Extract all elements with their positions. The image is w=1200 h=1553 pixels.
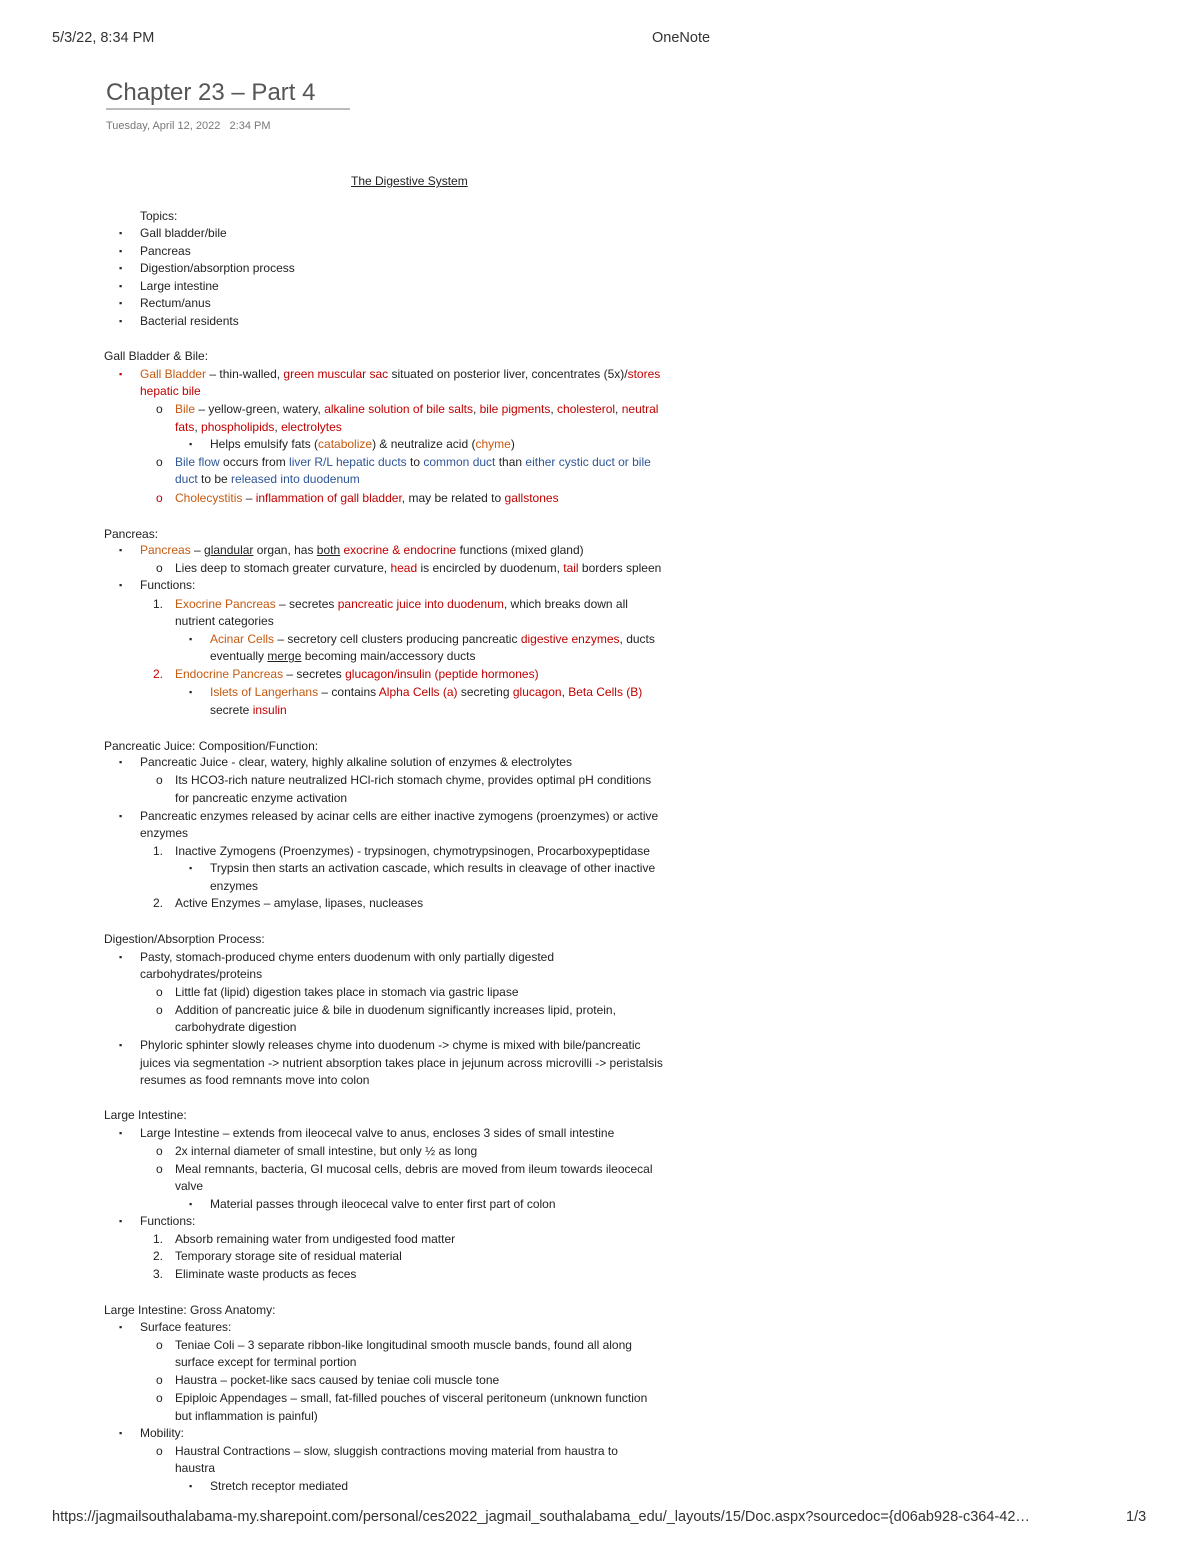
text-run: ,: [561, 685, 569, 699]
note-line: [175, 1002, 616, 1018]
bullet-circle-icon: o: [156, 561, 163, 575]
bullet-circle-icon: o: [156, 1373, 163, 1387]
text-run: Gall bladder/bile: [140, 226, 227, 240]
note-line: [140, 366, 660, 382]
print-page-number: 1/3: [1126, 1509, 1147, 1525]
list-number: 2.: [153, 667, 164, 681]
bullet-square-icon: ▪: [119, 281, 123, 291]
note-line: [140, 966, 262, 982]
page-date-time: [106, 120, 271, 132]
bullet-circle-icon: o: [156, 1144, 163, 1158]
text-run: ,: [472, 402, 480, 416]
note-line: [210, 860, 655, 876]
print-app-name: OneNote: [652, 30, 711, 46]
note-line: [140, 260, 295, 276]
text-run: Surface features:: [140, 1320, 232, 1334]
note-line: [175, 1266, 356, 1282]
bullet-square-icon: ▪: [119, 228, 123, 238]
text-run: to be: [197, 472, 232, 486]
bullet-square-icon: ▪: [119, 1428, 123, 1438]
text-run: common duct: [423, 455, 496, 469]
text-run: Rectum/anus: [140, 296, 211, 310]
note-line: [175, 984, 519, 1000]
text-run: – contains: [318, 685, 379, 699]
text-run: Meal remnants, bacteria, GI mucosal cells, debris are moved from ileum towards ileocecal: [175, 1162, 653, 1176]
text-run: Islets of Langerhans: [210, 685, 319, 699]
text-run: digestive enzymes: [520, 632, 620, 646]
text-run: Pancreatic Juice - clear, watery, highly alkaline solution of enzymes & electrolytes: [140, 755, 572, 769]
text-run: , may be related to: [401, 491, 505, 505]
note-line: [210, 1196, 556, 1212]
text-run: Helps emulsify fats (: [210, 437, 319, 451]
list-number: 1.: [153, 597, 164, 611]
bullet-square-icon: ▪: [119, 246, 123, 256]
text-run: Endocrine Pancreas: [175, 667, 284, 681]
note-line: [175, 1248, 402, 1264]
note-line: [140, 577, 195, 593]
text-run: Beta Cells (B): [568, 685, 643, 699]
text-run: is encircled by duodenum,: [417, 561, 564, 575]
bullet-circle-icon: o: [156, 985, 163, 999]
text-run: stores: [627, 367, 661, 381]
text-run: Absorb remaining water from undigested food matter: [175, 1232, 456, 1246]
text-run: Pancreatic enzymes released by acinar cells are either inactive zymogens (proenzymes) or active: [140, 809, 659, 823]
note-line: [175, 1443, 618, 1459]
note-line: [210, 878, 258, 894]
text-run: Epiploic Appendages – small, fat-filled pouches of visceral peritoneum (unknown function: [175, 1391, 648, 1405]
text-run: Digestion/absorption process: [140, 261, 295, 275]
bullet-square-icon: ▪: [119, 298, 123, 308]
note-line: [140, 1425, 184, 1441]
text-run: ): [510, 437, 515, 451]
note-line: [140, 949, 554, 965]
text-run: Large Intestine:: [104, 1108, 187, 1122]
text-run: glucagon: [512, 685, 562, 699]
note-line: [175, 1390, 647, 1406]
note-line: [175, 772, 651, 788]
text-run: than: [495, 455, 526, 469]
bullet-circle-icon: o: [156, 1391, 163, 1405]
bullet-circle-icon: o: [156, 1338, 163, 1352]
note-line: [140, 754, 572, 770]
note-line: [210, 702, 287, 718]
bullet-square-icon: ▪: [189, 863, 193, 873]
text-run: haustra: [175, 1461, 216, 1475]
text-run: enzymes: [140, 826, 189, 840]
bullet-square-icon: ▪: [119, 369, 123, 379]
text-run: Mobility:: [140, 1426, 185, 1440]
bullet-square-icon: ▪: [119, 1216, 123, 1226]
bullet-square-icon: ▪: [189, 1199, 193, 1209]
text-run: functions (mixed gland): [456, 543, 584, 557]
text-run: Active Enzymes – amylase, lipases, nucleases: [175, 896, 424, 910]
note-line: [140, 313, 239, 329]
text-run: borders spleen: [578, 561, 662, 575]
note-line: [210, 631, 655, 647]
note-line: [175, 1337, 632, 1353]
note-line: [140, 208, 177, 224]
bullet-square-icon: ▪: [119, 1322, 123, 1332]
text-run: Eliminate waste products as feces: [175, 1267, 357, 1281]
note-line: [175, 596, 628, 612]
text-run: The Digestive System: [351, 174, 468, 188]
bullet-circle-icon: o: [156, 773, 163, 787]
text-run: – thin-walled,: [206, 367, 284, 381]
text-run: Gall Bladder & Bile:: [104, 349, 209, 363]
note-line: [175, 1408, 318, 1424]
text-run: enzymes: [210, 879, 259, 893]
bullet-circle-icon: o: [156, 402, 163, 416]
note-line: [175, 1143, 477, 1159]
text-run: Phyloric sphinter slowly releases chyme into duodenum -> chyme is mixed with bile/pancreatic: [140, 1038, 641, 1052]
note-line: [104, 348, 208, 364]
text-run: chyme: [475, 437, 511, 451]
note-line: [175, 490, 559, 506]
text-run: – secretory cell clusters producing pancreatic: [274, 632, 521, 646]
note-line: [140, 278, 219, 294]
text-run: glandular: [204, 543, 254, 557]
text-run: either cystic duct or bile: [525, 455, 651, 469]
text-run: Inactive Zymogens (Proenzymes) - trypsinogen, chymotrypsinogen, Procarboxypeptidase: [175, 844, 650, 858]
bullet-square-icon: ▪: [119, 545, 123, 555]
note-line: [175, 1178, 203, 1194]
text-run: resumes as food remnants move into colon: [140, 1073, 370, 1087]
text-run: 2x internal diameter of small intestine, but only ½ as long: [175, 1144, 478, 1158]
text-run: bile pigments: [479, 402, 551, 416]
text-run: Haustral Contractions – slow, sluggish contractions moving material from haustra to: [175, 1444, 618, 1458]
text-run: exocrine & endocrine: [343, 543, 457, 557]
bullet-circle-icon: o: [156, 455, 163, 469]
list-number: 1.: [153, 844, 164, 858]
text-run: released into duodenum: [231, 472, 360, 486]
list-number: 1.: [153, 1232, 164, 1246]
note-line: [175, 1019, 296, 1035]
bullet-square-icon: ▪: [189, 1481, 193, 1491]
text-run: Alpha Cells (a): [378, 685, 458, 699]
note-line: [175, 895, 423, 911]
text-run: liver R/L hepatic ducts: [289, 455, 407, 469]
text-run: Trypsin then starts an activation cascade, which results in cleavage of other inactive: [210, 861, 656, 875]
text-run: hepatic bile: [140, 384, 201, 398]
bullet-square-icon: ▪: [189, 439, 193, 449]
text-run: merge: [267, 649, 302, 663]
note-line: [210, 684, 642, 700]
bullet-square-icon: ▪: [119, 580, 123, 590]
note-line: [140, 1213, 195, 1229]
text-run: ) & neutralize acid (: [372, 437, 476, 451]
text-run: ,: [615, 402, 622, 416]
text-run: ,: [194, 420, 202, 434]
text-run: ,: [274, 420, 282, 434]
note-line: [140, 1319, 231, 1335]
text-run: to: [406, 455, 424, 469]
note-line: [175, 843, 650, 859]
note-line: [140, 825, 188, 841]
text-run: Digestion/Absorption Process:: [104, 932, 265, 946]
text-run: head: [390, 561, 418, 575]
text-run: Pancreas:: [104, 527, 159, 541]
bullet-circle-icon: o: [156, 1162, 163, 1176]
note-line: [140, 1072, 369, 1088]
text-run: neutral: [621, 402, 659, 416]
bullet-square-icon: ▪: [119, 811, 123, 821]
bullet-square-icon: ▪: [189, 687, 193, 697]
text-run: – secretes: [283, 667, 346, 681]
page-time: 2:34 PM: [229, 120, 271, 132]
note-line: [104, 1107, 187, 1123]
text-run: but inflammation is painful): [175, 1409, 318, 1423]
note-line: [175, 1460, 215, 1476]
text-run: nutrient categories: [175, 614, 274, 628]
note-line: [175, 790, 347, 806]
page-date: Tuesday, April 12, 2022: [106, 120, 221, 132]
note-line: [104, 931, 265, 947]
text-run: cholesterol: [557, 402, 616, 416]
text-run: secreting: [457, 685, 513, 699]
text-run: Stretch receptor mediated: [210, 1479, 349, 1493]
page-title: Chapter 23 – Part 4: [106, 79, 316, 106]
note-line: [175, 1161, 653, 1177]
note-line: [140, 295, 211, 311]
note-line: [140, 225, 227, 241]
bullet-circle-icon: o: [156, 1003, 163, 1017]
text-run: Acinar Cells: [210, 632, 275, 646]
text-run: insulin: [252, 703, 287, 717]
text-run: Gall Bladder: [140, 367, 207, 381]
list-number: 3.: [153, 1267, 164, 1281]
note-line: [140, 1037, 641, 1053]
text-run: fats: [175, 420, 195, 434]
note-line: [175, 560, 661, 576]
text-run: Teniae Coli – 3 separate ribbon-like longitudinal smooth muscle bands, found all along: [175, 1338, 632, 1352]
note-line: [175, 1372, 499, 1388]
note-line: [210, 648, 475, 664]
list-number: 2.: [153, 896, 164, 910]
bullet-square-icon: ▪: [119, 263, 123, 273]
note-line: [104, 526, 158, 542]
print-url: https://jagmailsouthalabama-my.sharepoint.com/personal/ces2022_jagmail_southalabama_edu/_layouts/15/Doc.aspx?sourcedoc={d06ab928-c364-42…: [52, 1509, 1030, 1525]
text-run: Bacterial residents: [140, 314, 239, 328]
text-run: Large Intestine – extends from ileocecal valve to anus, encloses 3 sides of small intestine: [140, 1126, 615, 1140]
text-run: ,: [550, 402, 558, 416]
text-run: secrete: [210, 703, 253, 717]
note-line: [175, 1231, 455, 1247]
text-run: juices via segmentation -> nutrient absorption takes place in jejunum across microvilli -> peristalsis: [140, 1056, 663, 1070]
text-run: carbohydrates/proteins: [140, 967, 263, 981]
bullet-circle-icon: o: [156, 491, 163, 505]
text-run: glucagon/insulin (peptide hormones): [345, 667, 539, 681]
note-line: [175, 613, 274, 629]
text-run: Pancreas: [140, 244, 191, 258]
text-run: for pancreatic enzyme activation: [175, 791, 348, 805]
note-line: [175, 454, 651, 470]
text-run: – yellow-green, watery,: [195, 402, 325, 416]
text-run: Functions:: [140, 578, 196, 592]
text-run: –: [190, 543, 205, 557]
text-run: Pancreas: [140, 543, 191, 557]
note-line: [175, 1354, 356, 1370]
text-run: green muscular sac: [283, 367, 389, 381]
text-run: organ, has: [253, 543, 317, 557]
note-line: [175, 666, 539, 682]
text-run: Large intestine: [140, 279, 219, 293]
note-line: [210, 436, 515, 452]
text-run: Functions:: [140, 1214, 196, 1228]
title-divider: [106, 108, 350, 110]
bullet-square-icon: ▪: [119, 952, 123, 962]
text-run: Bile: [175, 402, 196, 416]
text-run: –: [242, 491, 256, 505]
note-line: [140, 808, 658, 824]
text-run: tail: [563, 561, 579, 575]
text-run: alkaline solution of bile salts: [324, 402, 473, 416]
text-run: occurs from: [219, 455, 290, 469]
text-run: surface except for terminal portion: [175, 1355, 357, 1369]
text-run: Topics:: [140, 209, 178, 223]
text-run: catabolize: [318, 437, 373, 451]
note-line: [175, 419, 342, 435]
text-run: gallstones: [504, 491, 559, 505]
note-line: [140, 383, 201, 399]
bullet-square-icon: ▪: [119, 1128, 123, 1138]
note-line: [104, 1302, 275, 1318]
text-run: Large Intestine: Gross Anatomy:: [104, 1303, 276, 1317]
text-run: Addition of pancreatic juice & bile in duodenum significantly increases lipid, protein,: [175, 1003, 616, 1017]
list-number: 2.: [153, 1249, 164, 1263]
text-run: situated on posterior liver, concentrates (5x)/: [388, 367, 628, 381]
text-run: – secretes: [275, 597, 338, 611]
bullet-circle-icon: o: [156, 1444, 163, 1458]
note-line: [140, 243, 191, 259]
text-run: carbohydrate digestion: [175, 1020, 297, 1034]
text-run: Cholecystitis: [175, 491, 243, 505]
text-run: phospholipids: [201, 420, 275, 434]
text-run: Its HCO3-rich nature neutralized HCl-rich stomach chyme, provides optimal pH conditions: [175, 773, 652, 787]
note-line: [210, 1478, 348, 1494]
note-line: [140, 542, 584, 558]
note-line: [351, 173, 468, 189]
note-line: [140, 1055, 663, 1071]
note-line: [175, 401, 658, 417]
text-run: Pancreatic Juice: Composition/Function:: [104, 739, 319, 753]
text-run: Bile flow: [175, 455, 220, 469]
text-run: Little fat (lipid) digestion takes place in stomach via gastric lipase: [175, 985, 519, 999]
text-run: duct: [175, 472, 198, 486]
text-run: Lies deep to stomach greater curvature,: [175, 561, 391, 575]
note-line: [175, 471, 360, 487]
text-run: pancreatic juice into duodenum: [337, 597, 504, 611]
text-run: Exocrine Pancreas: [175, 597, 276, 611]
text-run: valve: [175, 1179, 204, 1193]
bullet-square-icon: ▪: [119, 757, 123, 767]
bullet-square-icon: ▪: [119, 316, 123, 326]
bullet-square-icon: ▪: [119, 1040, 123, 1050]
text-run: inflammation of gall bladder: [255, 491, 402, 505]
text-run: Haustra – pocket-like sacs caused by teniae coli muscle tone: [175, 1373, 500, 1387]
text-run: both: [316, 543, 341, 557]
bullet-square-icon: ▪: [189, 634, 193, 644]
text-run: Pasty, stomach-produced chyme enters duodenum with only partially digested: [140, 950, 554, 964]
text-run: , which breaks down all: [503, 597, 628, 611]
text-run: eventually: [210, 649, 268, 663]
text-run: becoming main/accessory ducts: [301, 649, 476, 663]
text-run: Temporary storage site of residual material: [175, 1249, 402, 1263]
note-line: [104, 738, 318, 754]
text-run: , ducts: [619, 632, 655, 646]
note-line: [140, 1125, 614, 1141]
print-datetime: 5/3/22, 8:34 PM: [52, 30, 155, 46]
text-run: Material passes through ileocecal valve to enter first part of colon: [210, 1197, 556, 1211]
text-run: electrolytes: [281, 420, 342, 434]
